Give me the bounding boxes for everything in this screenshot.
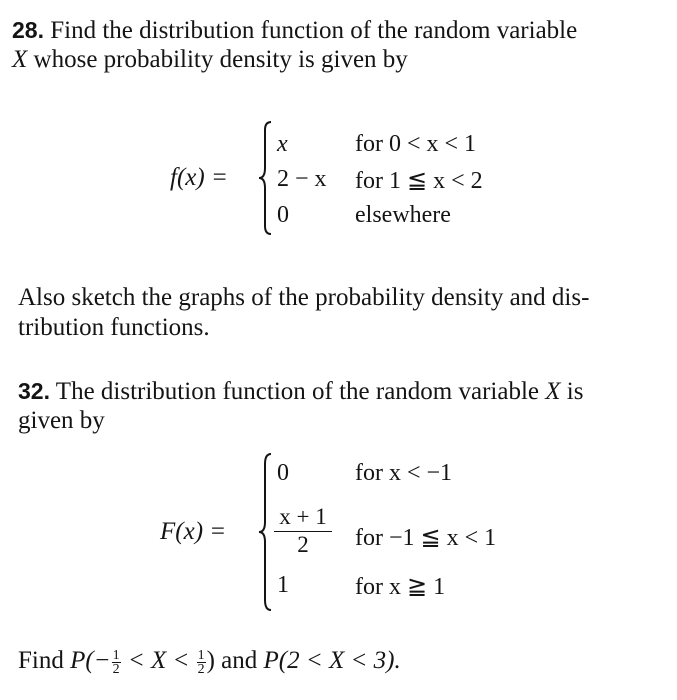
fraction-half: $\frac{1}{2}$: [197, 647, 205, 677]
problem-32-line-2: given by: [18, 407, 105, 434]
problem-number: 32.: [18, 378, 50, 404]
problem-text: is: [566, 378, 584, 405]
pdf-lhs: f(x) =: [170, 164, 228, 191]
pdf-case-1-cond: for 0 < x < 1: [355, 131, 477, 157]
left-brace: [257, 452, 273, 612]
problem-text: Find the distribution function of the random variable: [50, 17, 578, 44]
pdf-case-3-expr: 0: [277, 202, 289, 228]
cdf-case-3-cond: for x ≧ 1: [355, 574, 446, 600]
problem-28-line-1: [12, 14, 577, 47]
problem-text: whose probability density is given by: [33, 46, 408, 73]
problem-28-after-2: tribution functions.: [18, 314, 210, 341]
cdf-case-2-fraction: [274, 504, 332, 558]
cdf-lhs: F(x) =: [160, 518, 227, 545]
cdf-case-2-cond: for −1 ≦ x < 1: [355, 525, 497, 551]
problem-28-after-1: Also sketch the graphs of the probability density and dis-: [18, 284, 590, 311]
fraction-denominator: 2: [297, 532, 309, 557]
fraction-half: $\frac{1}{2}$: [112, 647, 120, 677]
cdf-case-1-expr: 0: [277, 460, 289, 486]
variable-x: X: [545, 378, 561, 405]
fraction-numerator: x + 1: [279, 504, 327, 529]
cdf-case-3-expr: 1: [277, 572, 289, 598]
pdf-case-2-cond: for 1 ≦ x < 2: [355, 168, 483, 194]
problem-32-final-line: Find P(− $\frac{1}{2}$ < X < $\frac{1}{2}$ ) and P(2 < X < 3).: [18, 647, 401, 677]
cdf-case-1-cond: for x < −1: [355, 460, 453, 486]
problem-32-line-1: [18, 375, 583, 408]
pdf-case-2-expr: 2 − x: [277, 166, 327, 192]
pdf-case-3-cond: elsewhere: [355, 202, 451, 228]
problem-28-line-2: [12, 44, 408, 76]
pdf-case-1-expr: x: [277, 131, 288, 157]
variable-x: X: [12, 46, 28, 73]
left-brace: [257, 120, 273, 236]
problem-number: 28.: [12, 17, 44, 43]
problem-text: The distribution function of the random variable: [55, 378, 539, 405]
